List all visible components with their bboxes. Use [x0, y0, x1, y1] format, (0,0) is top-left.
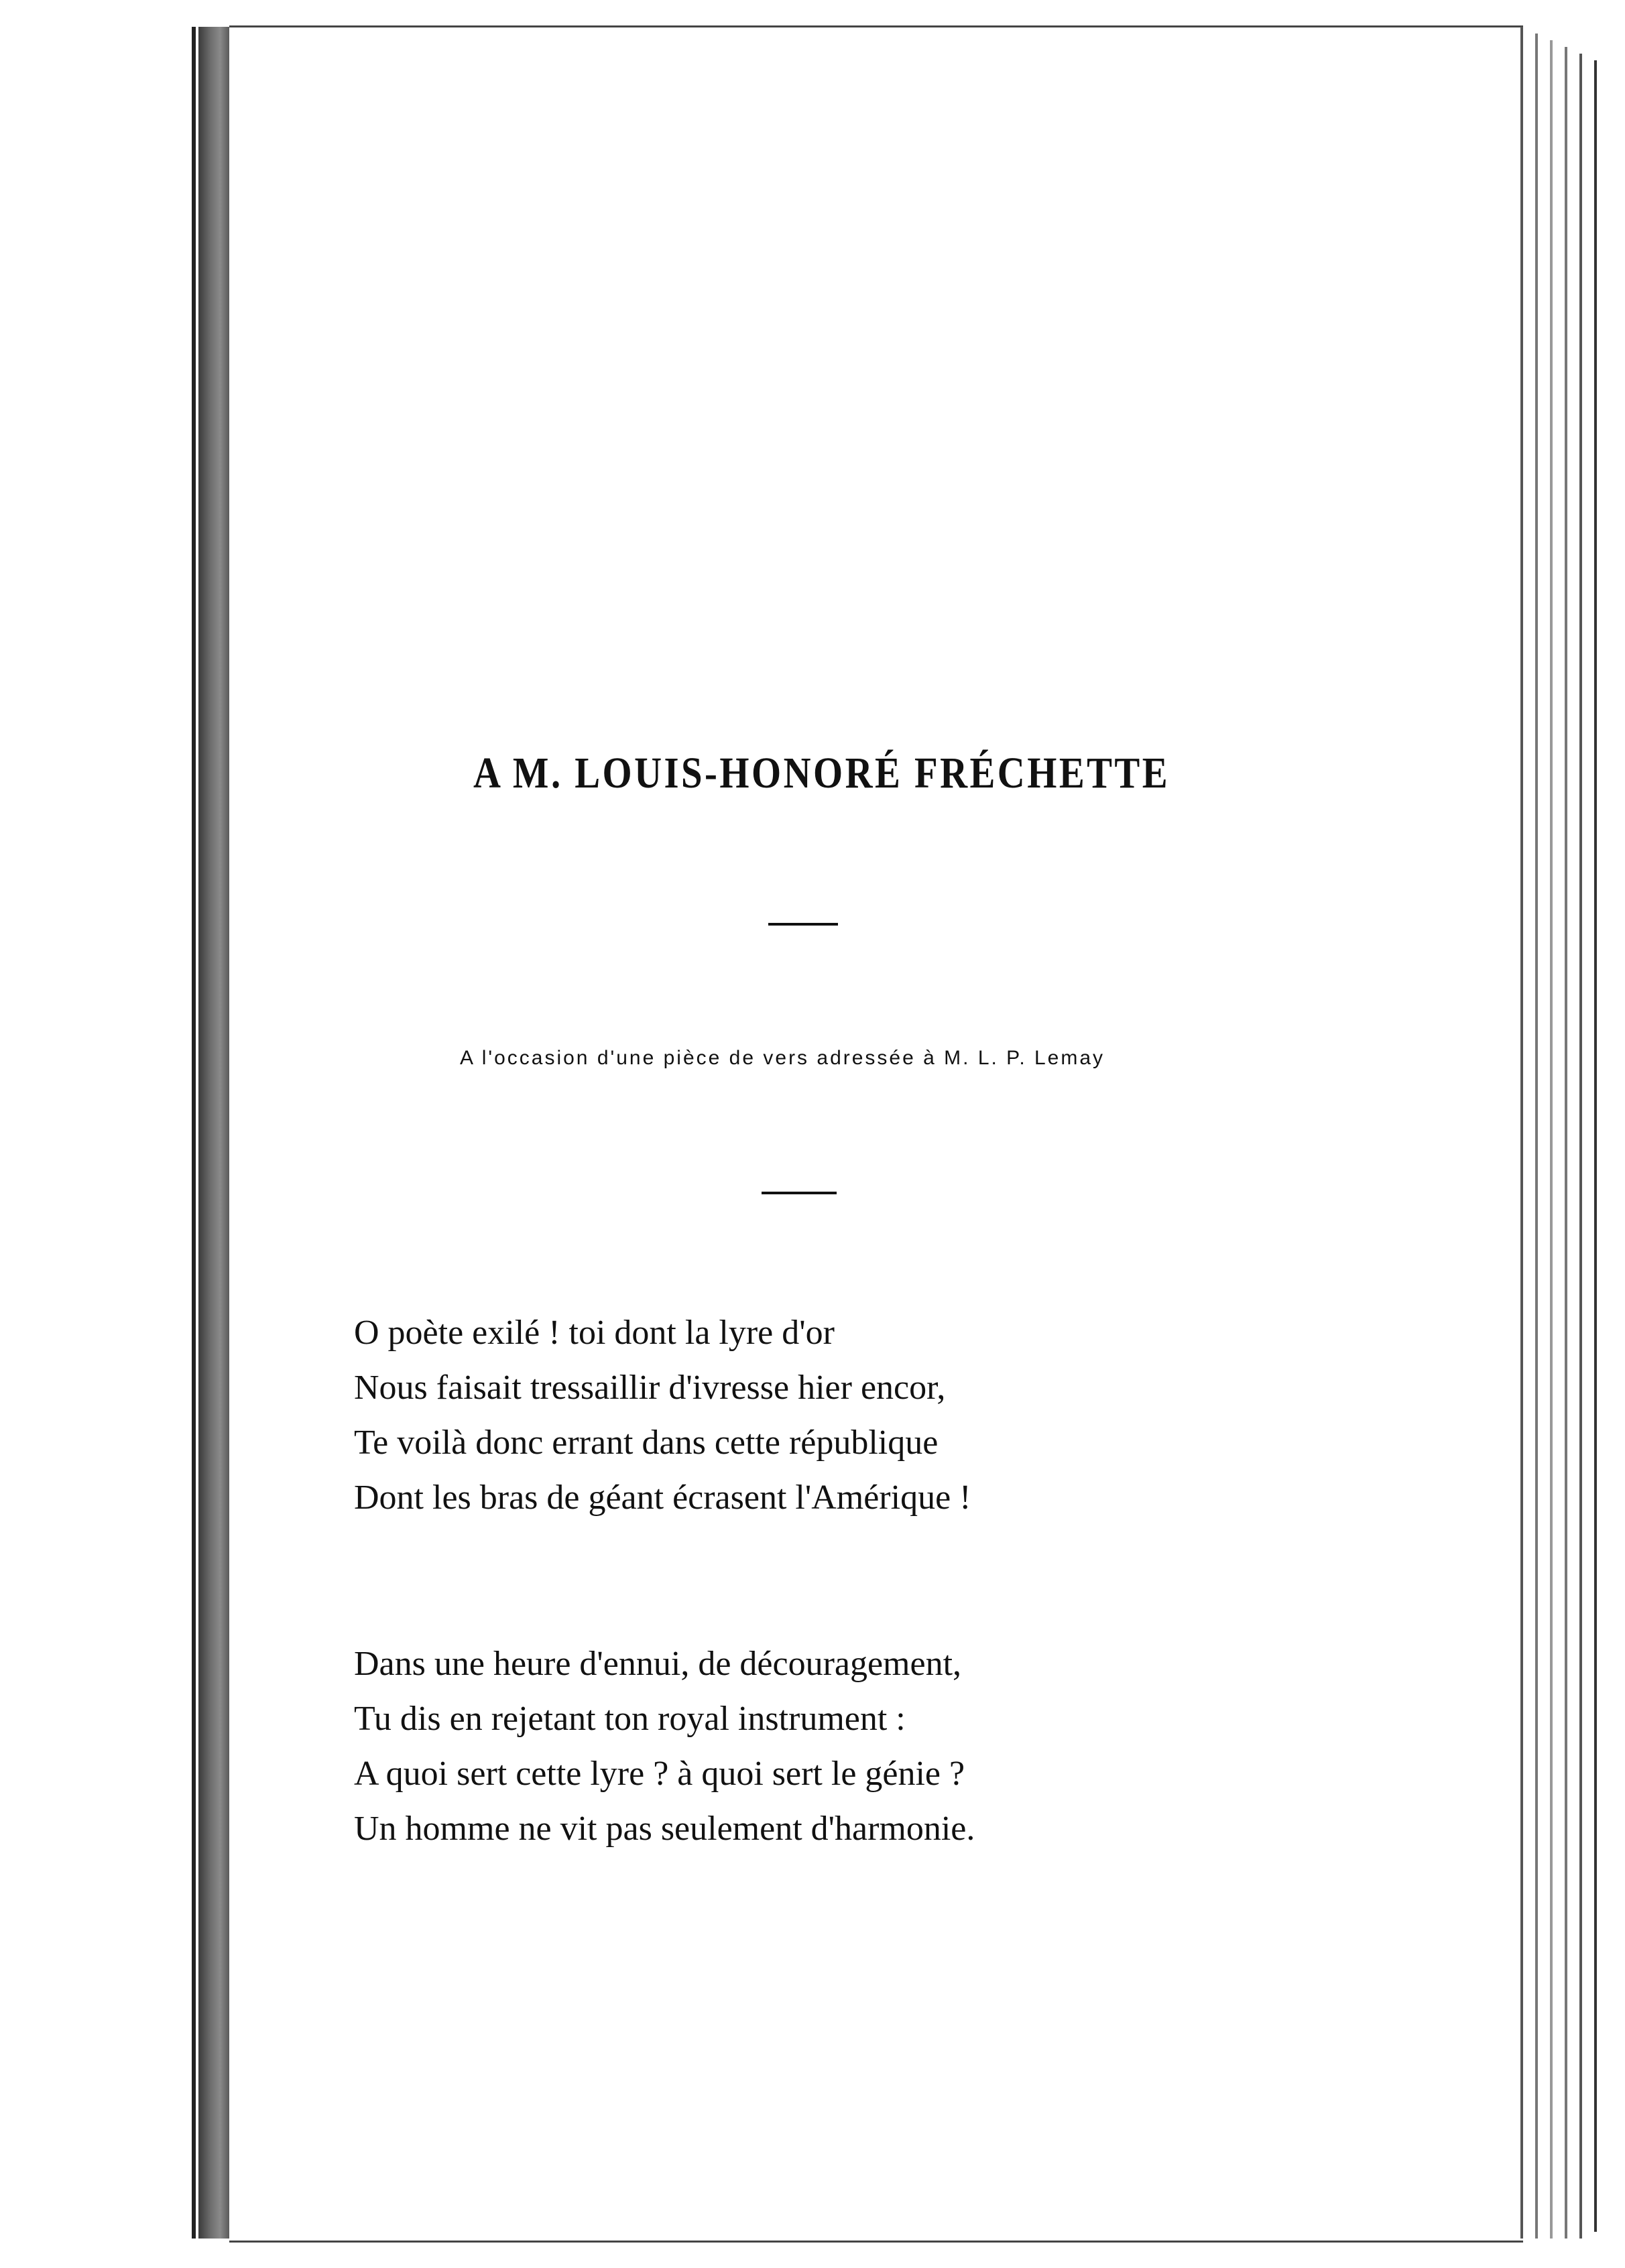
verse-line: O poète exilé ! toi dont la lyre d'or [354, 1314, 835, 1352]
page-edge [1594, 60, 1597, 2232]
stanza-1 [354, 1306, 971, 1525]
verse-line: Dans une heure d'ennui, de découragement, [354, 1645, 962, 1683]
verse-line: Dont les bras de géant écrasent l'Amérique ! [354, 1478, 971, 1517]
page-edge [1565, 47, 1567, 2239]
verse-line: Nous faisait tressaillir d'ivresse hier encor, [354, 1369, 946, 1407]
page-edge [1579, 54, 1582, 2239]
verse-line: Tu dis en rejetant ton royal instrument : [354, 1700, 906, 1738]
poem-title: A M. LOUIS-HONORÉ FRÉCHETTE [473, 749, 1170, 798]
page-edge [1550, 40, 1553, 2239]
verse-line: A quoi sert cette lyre ? à quoi sert le génie ? [354, 1755, 965, 1793]
book-gutter [198, 27, 229, 2239]
binding-edge [192, 27, 196, 2239]
book-page [229, 25, 1523, 2243]
poem-dedication-note: A l'occasion d'une pièce de vers adressée à M. L. P. Lemay [460, 1047, 1105, 1069]
page-edge [1535, 34, 1538, 2239]
stanza-2 [354, 1637, 975, 1856]
subtitle-divider [762, 1192, 837, 1194]
title-divider [768, 923, 838, 926]
verse-line: Te voilà donc errant dans cette république [354, 1424, 939, 1462]
verse-line: Un homme ne vit pas seulement d'harmonie. [354, 1810, 975, 1848]
facing-page [0, 0, 196, 2268]
page-edge [1520, 27, 1523, 2239]
